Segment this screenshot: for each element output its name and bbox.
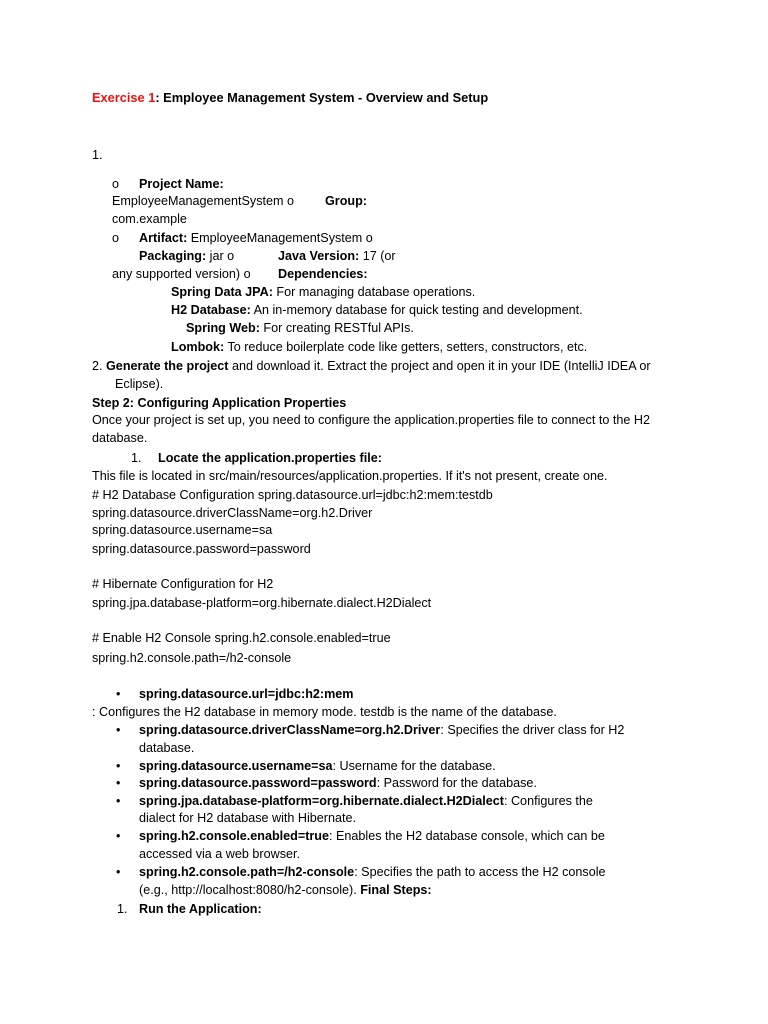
project-name-label: Project Name: [139, 177, 224, 191]
platform-cont: dialect for H2 database with Hibernate. [139, 811, 357, 825]
packaging-line: Packaging: jar o [139, 249, 235, 263]
final-number: 1. [117, 902, 128, 916]
title-text: Employee Management System - Overview and Setup [159, 90, 489, 105]
bullet: • [116, 794, 121, 808]
dependencies-label: Dependencies: [278, 267, 368, 281]
java-version-cont: any supported version) o [112, 267, 251, 281]
config-line: # Hibernate Configuration for H2 [92, 577, 274, 591]
config-line: # Enable H2 Console spring.h2.console.enabled=true [92, 631, 391, 645]
document-title [92, 90, 488, 106]
dependency-item: H2 Database: An in-memory database for quick testing and development. [171, 303, 583, 317]
bullet: • [116, 865, 121, 879]
driver-cont: database. [139, 741, 195, 755]
group-label: Group: [325, 194, 367, 208]
platform-line: spring.jpa.database-platform=org.hibernate.dialect.H2Dialect: Configures the [139, 794, 593, 808]
path-cont: (e.g., http://localhost:8080/h2-console). Final Steps: [139, 883, 432, 897]
dependency-item: Spring Web: For creating RESTful APIs. [186, 321, 414, 335]
group-value: com.example [112, 212, 187, 226]
dependency-item: Spring Data JPA: For managing database operations. [171, 285, 476, 299]
locate-label: Locate the application.properties file: [158, 451, 382, 465]
step2-heading: Step 2: Configuring Application Properties [92, 396, 347, 410]
config-line: spring.h2.console.path=/h2-console [92, 651, 292, 665]
config-line: spring.datasource.username=sa [92, 523, 273, 537]
bullet: • [116, 759, 121, 773]
generate-cont: Eclipse). [115, 377, 164, 391]
final-label: Run the Application: [139, 902, 262, 916]
artifact-bullet: o [112, 231, 120, 245]
config-line: spring.datasource.driverClassName=org.h2.Driver [92, 506, 373, 520]
exercise-label: Exercise 1 [92, 90, 156, 105]
project-name-value: EmployeeManagementSystem o [112, 194, 295, 208]
url-desc: : Configures the H2 database in memory mode. testdb is the name of the database. [92, 705, 557, 719]
locate-number: 1. [131, 451, 142, 465]
path-line: spring.h2.console.path=/h2-console: Specifies the path to access the H2 console [139, 865, 606, 879]
password-line: spring.datasource.password=password: Password for the database. [139, 776, 537, 790]
title-colon: : [155, 90, 160, 105]
bullet: • [116, 829, 121, 843]
project-name-bullet: o [112, 177, 120, 191]
bullet: • [116, 776, 121, 790]
driver-line: spring.datasource.driverClassName=org.h2.Driver: Specifies the driver class for H2 [139, 723, 625, 737]
config-line: spring.jpa.database-platform=org.hibernate.dialect.H2Dialect [92, 596, 432, 610]
java-version-line: Java Version: 17 (or [278, 249, 396, 263]
config-line: spring.datasource.password=password [92, 542, 311, 556]
bullet: • [116, 723, 121, 737]
generate-line: 2. Generate the project and download it. Extract the project and open it in your IDE (IntelliJ IDEA or [92, 359, 651, 373]
console-cont: accessed via a web browser. [139, 847, 301, 861]
artifact-line: Artifact: EmployeeManagementSystem o [139, 231, 373, 245]
dependency-item: Lombok: To reduce boilerplate code like getters, setters, constructors, etc. [171, 340, 588, 354]
username-line: spring.datasource.username=sa: Username for the database. [139, 759, 496, 773]
url-key: spring.datasource.url=jdbc:h2:mem [139, 687, 354, 701]
locate-desc: This file is located in src/main/resources/application.properties. If it's not present, create one. [92, 469, 608, 483]
step2-intro-cont: database. [92, 431, 148, 445]
config-line: # H2 Database Configuration spring.datasource.url=jdbc:h2:mem:testdb [92, 488, 493, 502]
console-line: spring.h2.console.enabled=true: Enables the H2 database console, which can be [139, 829, 605, 843]
step2-intro: Once your project is set up, you need to configure the application.properties file to connect to the H2 [92, 413, 650, 427]
step-1-number: 1. [92, 148, 103, 162]
bullet: • [116, 687, 121, 701]
